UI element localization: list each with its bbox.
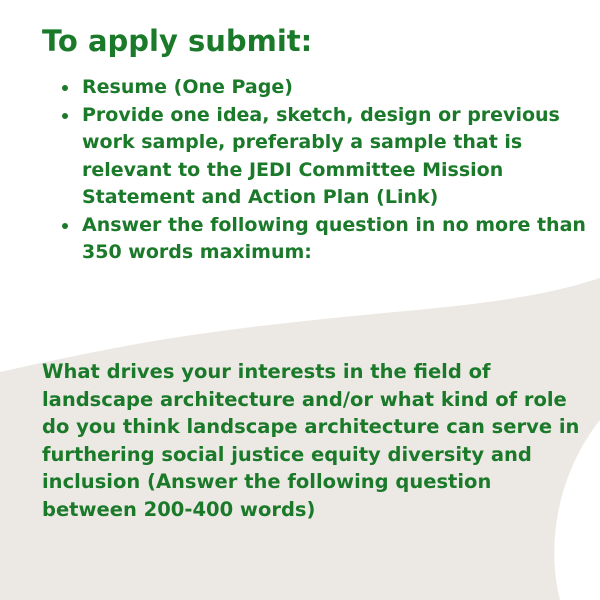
list-item bbox=[60, 212, 590, 267]
list-item bbox=[60, 102, 590, 212]
bullet-icon bbox=[62, 113, 68, 119]
requirements-list bbox=[60, 74, 590, 267]
list-item bbox=[60, 74, 590, 102]
list-item-text: Answer the following question in no more than 350 words maximum: bbox=[82, 213, 586, 263]
essay-question: What drives your interests in the field of landscape architecture and/or what kind of role do you think landscape architecture can serve in furthering social justice equity diversity and inclusion (Answer the following question between 200-400 words) bbox=[42, 360, 580, 521]
bullet-icon bbox=[62, 223, 68, 229]
list-item-text: Provide one idea, sketch, design or previous work sample, preferably a sample that is relevant to the JEDI Committee Mission Statement and Action Plan (Link) bbox=[82, 103, 560, 208]
list-item-text: Resume (One Page) bbox=[82, 76, 293, 98]
page-title: To apply submit: bbox=[42, 24, 313, 58]
bullet-icon bbox=[62, 85, 68, 91]
